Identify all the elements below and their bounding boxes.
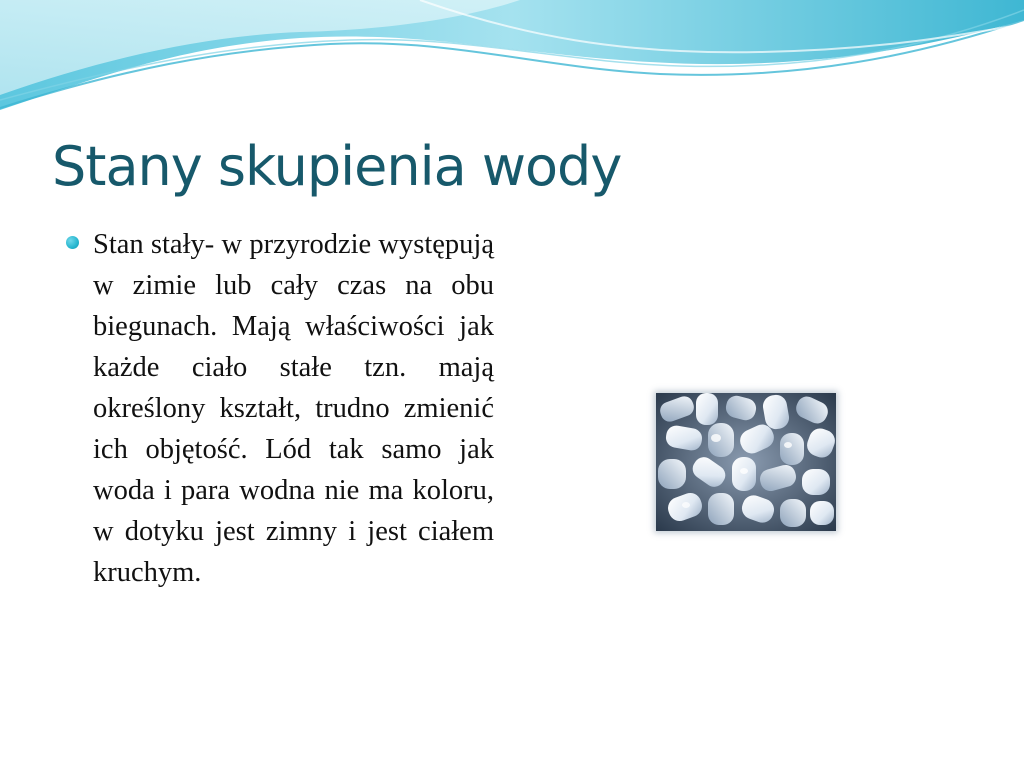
bullet-list: [64, 224, 494, 593]
bullet-icon: [66, 236, 79, 249]
header-wave-decoration: [0, 0, 1024, 120]
ice-cubes-photo: [656, 393, 836, 531]
list-item: [64, 224, 494, 593]
slide-title: Stany skupienia wody: [52, 135, 622, 198]
ice-cubes-image: [656, 393, 836, 531]
bullet-text: Stan stały- w przyrodzie występują w zimie lub cały czas na obu biegunach. Mają właściwości jak każde ciało stałe tzn. mają określony kształt, trudno zmienić ich objętość. Lód tak samo jak woda i para wodna nie ma koloru, w dotyku jest zimny i jest ciałem kruchym.: [93, 229, 494, 588]
